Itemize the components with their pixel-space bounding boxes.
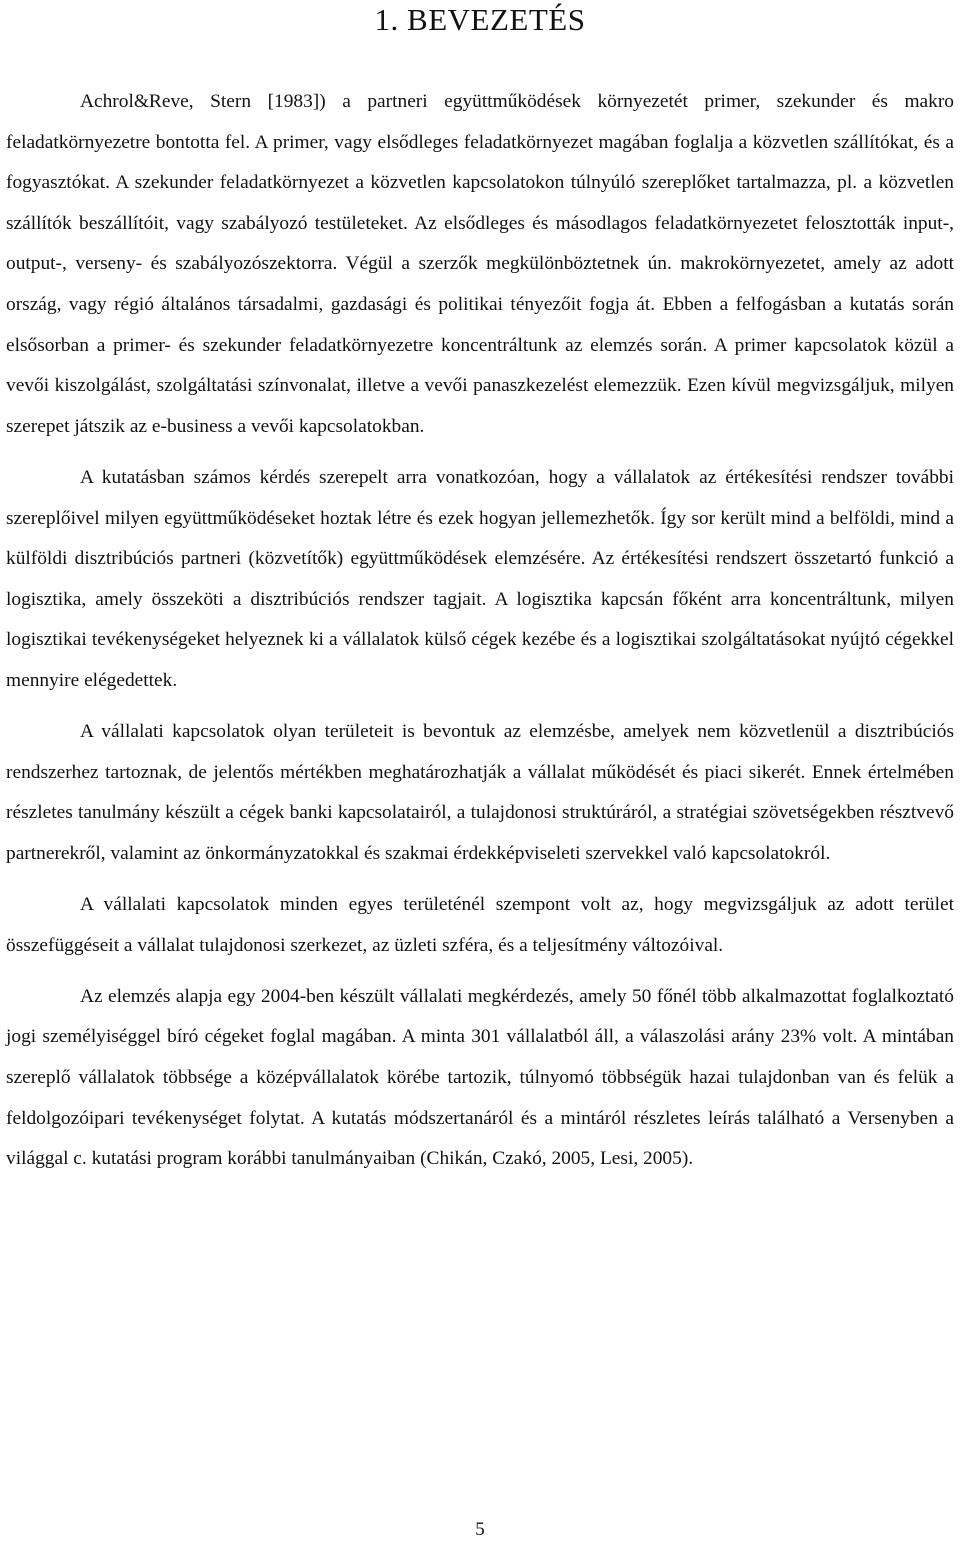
paragraph: A kutatásban számos kérdés szerepelt arra vonatkozóan, hogy a vállalatok az értékesítési rendszer további szereplőivel milyen együttműködéseket hoztak létre és ezek hogyan jellemezhetők. Így sor került mind a belföldi, mind a külföldi disztribúciós partneri (közvetítők) együttműködések elemzésére. Az értékesítési rendszert összetartó funkció a logisztika, amely összeköti a disztribúciós rendszer tagjait. A logisztika kapcsán főként arra koncentráltunk, milyen logisztikai tevékenységeket helyeznek ki a vállalatok külső cégek kezébe és a logisztikai szolgáltatásokat nyújtó cégekkel mennyire elégedettek. — [6, 466, 954, 691]
paragraph: A vállalati kapcsolatok olyan területeit is bevontuk az elemzésbe, amelyek nem közvetlenül a disztribúciós rendszerhez tartoznak, de jelentős mértékben meghatározhatják a vállalat működését és piaci sikerét. Ennek értelmében részletes tanulmány készült a cégek banki kapcsolatairól, a tulajdonosi struktúráról, a stratégiai szövetségekben résztvevő partnerekről, valamint az önkormányzatokkal és szakmai érdekképviseleti szervekkel való kapcsolatokról. — [6, 721, 954, 864]
paragraph: A vállalati kapcsolatok minden egyes területénél szempont volt az, hogy megvizsgáljuk az adott terület összefüggéseit a vállalat tulajdonosi szerkezet, az üzleti szféra, és a teljesítmény változóival. — [6, 894, 954, 956]
paragraph: Az elemzés alapja egy 2004-ben készült vállalati megkérdezés, amely 50 főnél több alkalmazottat foglalkoztató jogi személyiséggel bíró cégeket foglal magában. A minta 301 vállalatból áll, a válaszolási arány 23% volt. A mintában szereplő vállalatok többsége a középvállalatok körébe tartozik, túlnyomó többségük hazai tulajdonban van és felük a feldolgozóipari tevékenységet folytat. A kutatás módszertanáról és a mintáról részletes leírás található a Versenyben a világgal c. kutatási program korábbi tanulmányaiban (Chikán, Czakó, 2005, Lesi, 2005). — [6, 985, 954, 1170]
section-title: 1. BEVEZETÉS — [374, 2, 586, 37]
page-number: 5 — [475, 1519, 485, 1540]
paragraph: Achrol&Reve, Stern [1983]) a partneri együttműködések környezetét primer, szekunder és makro feladatkörnyezetre bontotta fel. A primer, vagy elsődleges feladatkörnyezet magában foglalja a közvetlen szállítókat, és a fogyasztókat. A szekunder feladatkörnyezet a közvetlen kapcsolatokon túlnyúló szereplőket tartalmazza, pl. a közvetlen szállítók beszállítóit, vagy szabályozó testületeket. Az elsődleges és másodlagos feladatkörnyezetet felosztották input-, output-, verseny- és szabályozószektorra. Végül a szerzők megkülönböztetnek ún. makrokörnyezetet, amely az adott ország, vagy régió általános társadalmi, gazdasági és politikai tényezőit fogja át. Ebben a felfogásban a kutatás során elsősorban a primer- és szekunder feladatkörnyezetre koncentráltunk az elemzés során. A primer kapcsolatok közül a vevői kiszolgálást, szolgáltatási színvonalat, illetve a vevői panaszkezelést elemezzük. Ezen kívül megvizsgáljuk, milyen szerepet játszik az e-business a vevői kapcsolatokban. — [6, 91, 954, 437]
document-body — [6, 82, 954, 1180]
